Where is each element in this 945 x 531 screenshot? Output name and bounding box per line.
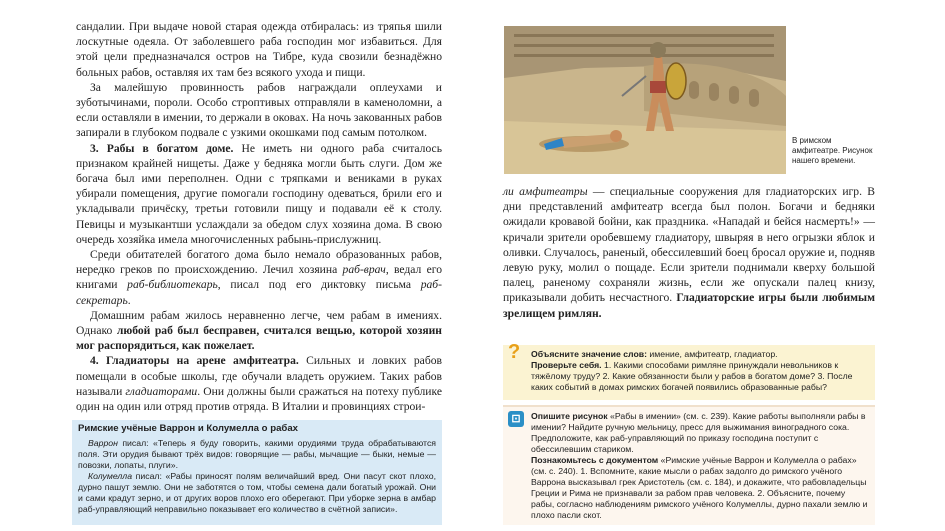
section-heading: 4. Гладиаторы на арене амфитеатра. xyxy=(90,354,299,368)
document-sidebox xyxy=(72,420,442,525)
paragraph: Среди обитателей богатого дома было немало образованных рабов, нередко греков по происхождению. Лечил хозяина раб-врач, ведал его книгами раб-библиотекарь, писал под его диктовку письма раб-секретарь. xyxy=(76,248,443,307)
left-column xyxy=(76,19,442,414)
questions-line: Проверьте себя. 1. Какими способами римляне принуждали невольников к тяжёлому труду? 2. Какие обязанности были у рабов в богатом доме? 3. После каких событий в домах римских богачей появились образованные рабы? xyxy=(531,360,853,392)
question-mark-icon: ? xyxy=(508,341,521,363)
paragraph: Домашним рабам жилось неравненно легче, чем рабам в имениях. Однако любой раб был бесправен, считался вещью, которой хозяин мог распорядиться, как пожелает. xyxy=(76,308,442,353)
book-icon: ⊡ xyxy=(508,411,524,427)
sidebox-title: Римские учёные Варрон и Колумелла о рабах xyxy=(78,423,298,434)
sidebox-paragraph: Колумелла писал: «Рабы приносят полям величайший вред. Они пасут скот плохо, дурно пашут землю. Они не заботятся о том, чтобы семена дали богатый урожай. Они и сами крадут зерно, и от других воров плохо его оберегают. При уборке зерна в амбар раб-управляющий неправильно показывает его количество в счётной записи». xyxy=(78,471,436,514)
paragraph: ли амфитеатры — специальные сооружения для гладиаторских игр. В дни представлений амфитеатр всегда был полон. Богачи и бедняки ожидали кровавой бойни, как праздника. «Нападай и бейся насмерть!» — кричали зрители оробевшему гладиатору, швыряя в него огрызки яблок и оливки. Случалось, раненый, обессилевший боец бросал оружие и, подняв левую руку, молил о пощаде. Если зрители поднимали кверху большой палец, раненому сохраняли жизнь, если же опускали палец книзу, приказывали добить несчастного. Гладиаторские игры были любимым зрелищем римлян. xyxy=(503,185,875,320)
sidebox-paragraph: Варрон писал: «Теперь я буду говорить, какими орудиями труда обрабатываются поля. Эти орудия бывают трёх видов: говорящие — рабы, мычащие — быки, немые — повозки, лопаты, плуги». xyxy=(78,438,436,470)
amphitheater-drawing xyxy=(504,26,786,174)
paragraph: сандалии. При выдаче новой старая одежда отбиралась: из тряпья шили лоскутные одеяла. От заболевшего раба господин мог избавиться. Для этой цели предназначался остров на Тибре, куда свозили безнадёжно больных рабов, оставляя их там без всякого ухода и пищи. xyxy=(76,20,442,79)
paragraph: 4. Гладиаторы на арене амфитеатра. Сильных и ловких рабов помещали в особые школы, где обучали владеть оружием. Таких рабов называли гладиаторами. Они должны были сражаться на потеху публике один на один или отряд против отряда. В Италии и провинциях строи- xyxy=(76,354,442,414)
section-heading: 3. Рабы в богатом доме. xyxy=(90,141,234,155)
questions-line: Объясните значение слов: имение, амфитеатр, гладиатор. xyxy=(531,349,778,359)
questions-box xyxy=(503,341,875,400)
picture-caption: В римском амфитеатре. Рисунок нашего времени. xyxy=(792,136,873,165)
right-column xyxy=(503,184,875,321)
task-item: Опишите рисунок «Рабы в имении» (см. с. 239). Какие работы выполняли рабы в имении? Найдите ручную мельницу, пресс для выжимания виноградного сока. Предположите, как раб-управляющий по приказу господина поступит с обессилевшим стариком. xyxy=(531,411,866,454)
tasks-box xyxy=(503,405,875,525)
amphitheater-illustration xyxy=(504,26,786,174)
task-item: Познакомьтесь с документом «Римские учёные Варрон и Колумелла о рабах» (см. с. 240). 1. Вспомните, какие мысли о рабах задолго до римского учёного Варрона высказывал грек Аристотель (см. с. 184), и докажите, что рабовладельцы Греции и Рима не признавали за рабом прав человека. 2. Объясните, почему рабы, согласно наблюдениям римского учёного Колумеллы, дурно пахали землю и плохо пасли скот. xyxy=(531,455,868,520)
paragraph: 3. Рабы в богатом доме. Не иметь ни одного раба считалось признаком крайней нищеты. Даже у бедняка могли быть слуги. Дом же богача был ими переполнен. Одни с тряпками и вениками в руках убирали помещения, другие помогали господину одеваться, брили его и укладывали причёску, третьи готовили пищу и подавали её к столу. Певицы и музыкантши услаждали за обедом слух хозяина дома. В свою очередь хозяйка имела многочисленных рабынь-прислужниц. xyxy=(76,141,442,246)
paragraph: За малейшую провинность рабов награждали оплеухами и зуботычинами, пороли. Особо строптивых отправляли в каменоломни, а если оставляли в имении, то держали в оковах. На ночь закованных рабов запирали в глубоком подвале с узкими окошками под самым потолком. xyxy=(76,80,442,140)
